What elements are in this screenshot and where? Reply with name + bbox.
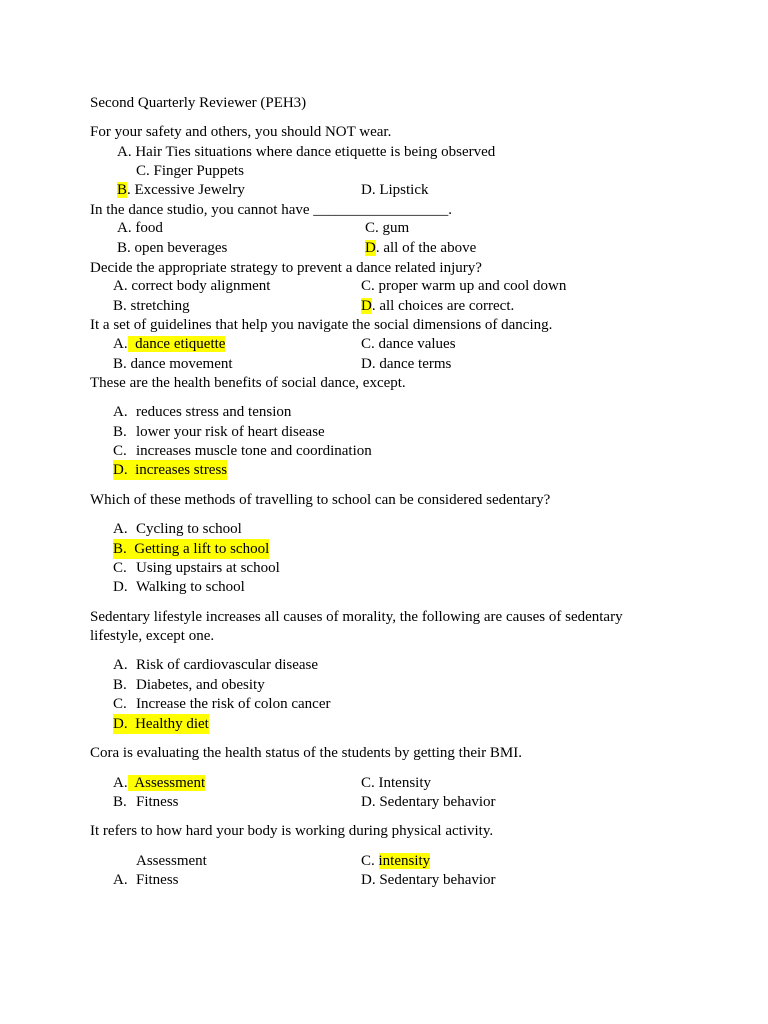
q2-option-b: B. open beverages [117,240,228,256]
q3-option-c: C. proper warm up and cool down [361,278,567,294]
answer-highlight: dance etiquette [128,336,226,352]
q2-option-a: A. food [117,220,163,236]
q8-option-b: Fitness [136,794,179,810]
q9-option-d: D. Sedentary behavior [361,872,496,888]
answer-highlight: D. increases stress [113,462,228,478]
q9-option-c: C. intensity [361,853,431,869]
answer-highlight: D. Healthy diet [113,716,209,732]
q4-option-a: A. dance etiquette [113,336,226,352]
q3-option-a: A. correct body alignment [113,278,271,294]
answer-highlight: Assessment [128,775,206,791]
q3-option-b: B. stretching [113,298,190,314]
q8-option-b-letter: B. [113,794,127,810]
answer-highlight: D [361,298,372,314]
q9-option-a: Fitness [136,872,179,888]
q2-option-d: D. all of the above [365,240,477,256]
q4-option-b: B. dance movement [113,356,233,372]
q4-option-d: D. dance terms [361,356,452,372]
answer-highlight: B [117,182,128,198]
answer-highlight: B. Getting a lift to school [113,541,270,557]
q9-option-a-letter: A. [113,872,128,888]
q4-option-c: C. dance values [361,336,456,352]
q3-option-d: D. all choices are correct. [361,298,515,314]
q8-option-a: A. Assessment [113,775,206,791]
q1-option-b: B. Excessive Jewelry [117,182,245,198]
q8-option-d: D. Sedentary behavior [361,794,496,810]
q2-option-c: C. gum [365,220,410,236]
q1-option-d: D. Lipstick [361,182,429,198]
answer-highlight: intensity [378,853,431,869]
q9-option-unlabeled: Assessment [136,853,207,869]
q8-option-c: C. Intensity [361,775,431,791]
answer-highlight: D [365,240,376,256]
